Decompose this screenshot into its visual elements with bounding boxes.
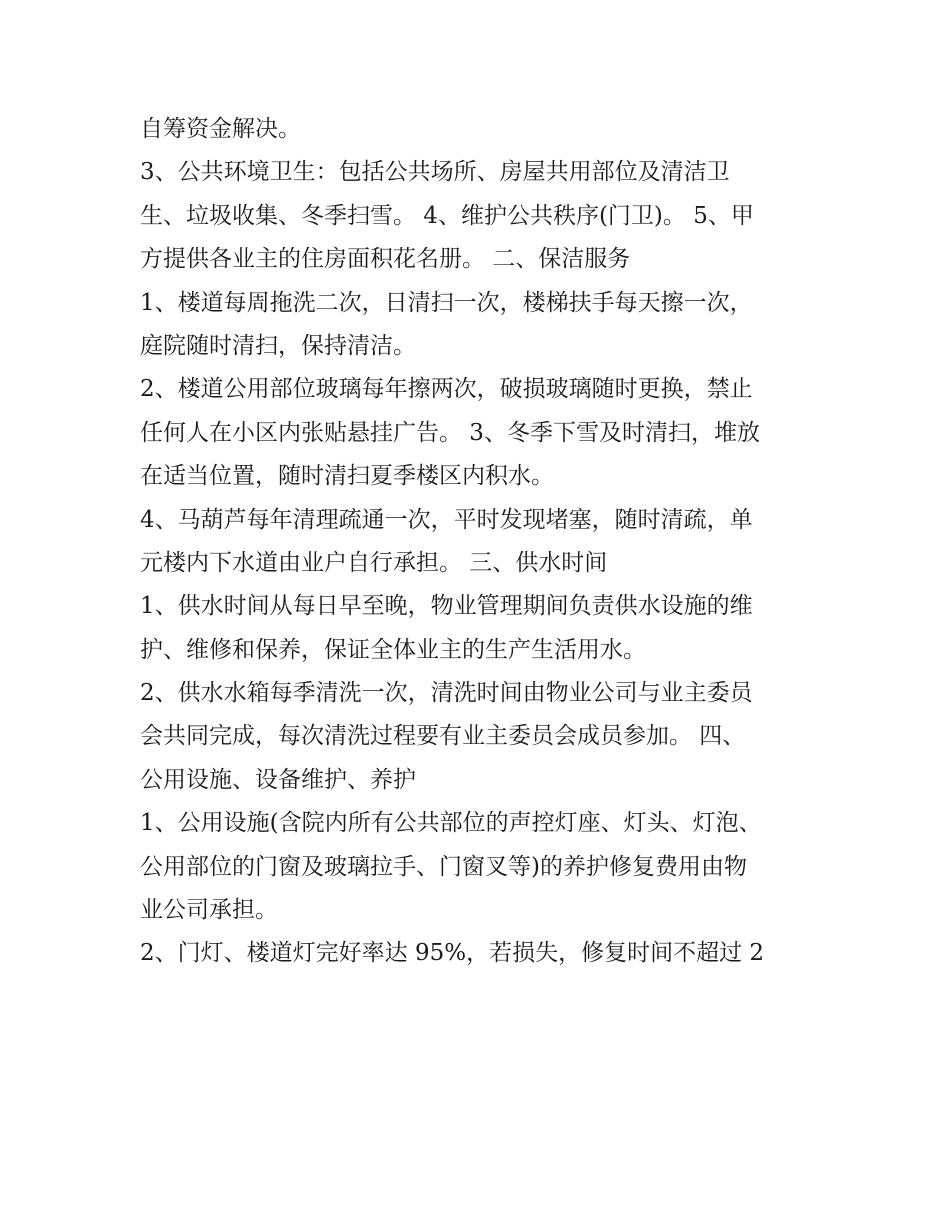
- text-line: 护、维修和保养，保证全体业主的生产生活用水。: [140, 636, 646, 663]
- text-line: 会共同完成，每次清洗过程要有业主委员会成员参加。 四、: [140, 723, 746, 750]
- text-line: 业公司承担。: [140, 897, 278, 924]
- text-line: 4、马葫芦每年清理疏通一次，平时发现堵塞，随时清疏，单: [140, 506, 753, 533]
- text-line: 1、楼道每周拖洗二次，日清扫一次，楼梯扶手每天擦一次，: [140, 289, 753, 316]
- text-line: 元楼内下水道由业户自行承担。 三、供水时间: [140, 549, 608, 576]
- text-line: 自筹资金解决。: [140, 116, 301, 142]
- text-line: 2、楼道公用部位玻璃每年擦两次，破损玻璃随时更换，禁止: [140, 376, 753, 403]
- text-line: 1、公用设施(含院内所有公共部位的声控灯座、灯头、灯泡、: [140, 810, 762, 837]
- text-line: 任何人在小区内张贴悬挂广告。 3、冬季下雪及时清扫，堆放: [140, 419, 760, 446]
- text-line: 生、垃圾收集、冬季扫雪。 4、维护公共秩序(门卫)。 5、甲: [140, 202, 754, 229]
- text-line: 1、供水时间从每日早至晚，物业管理期间负责供水设施的维: [140, 593, 753, 620]
- text-line: 2、门灯、楼道灯完好率达 95%，若损失，修复时间不超过 2: [140, 940, 765, 967]
- text-line: 公用设施、设备维护、养护: [140, 766, 416, 793]
- text-line: 3、公共环境卫生：包括公共场所、房屋共用部位及清洁卫: [140, 159, 730, 186]
- text-line: 庭院随时清扫，保持清洁。: [140, 332, 416, 359]
- text-line: 2、供水水箱每季清洗一次，清洗时间由物业公司与业主委员: [140, 680, 753, 707]
- text-line: 方提供各业主的住房面积花名册。 二、保洁服务: [140, 246, 631, 273]
- document-body: [140, 108, 820, 976]
- text-line: 公用部位的门窗及玻璃拉手、门窗叉等)的养护修复费用由物: [140, 853, 747, 880]
- text-line: 在适当位置，随时清扫夏季楼区内积水。: [140, 463, 554, 490]
